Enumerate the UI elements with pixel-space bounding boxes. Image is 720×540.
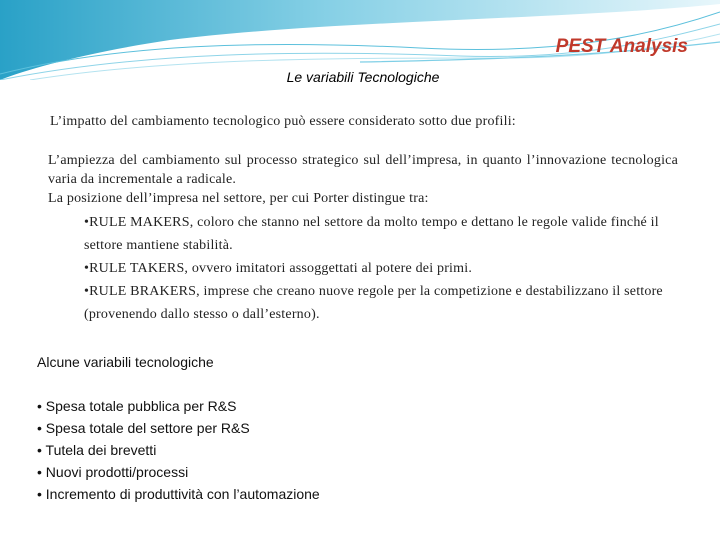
section-title: Alcune variabili tecnologiche xyxy=(37,354,214,370)
variables-list xyxy=(37,395,320,505)
bullet-item: •RULE MAKERS, coloro che stanno nel settore da molto tempo e dettano le regole valide finché il settore mantiene stabilità. xyxy=(84,215,659,253)
rule-bullets xyxy=(84,211,674,326)
paragraph-line: L’ampiezza del cambiamento sul processo strategico sul dell’impresa, in quanto l’innovazione tecnologica varia da incrementale a radicale. xyxy=(48,153,678,187)
bullet-item: •RULE BRAKERS, imprese che creano nuove regole per la competizione e destabilizzano il settore (provenendo dallo stesso o dall’esterno). xyxy=(84,284,663,322)
slide-subtitle: Le variabili Tecnologiche xyxy=(286,69,440,85)
paragraph-line: La posizione dell’impresa nel settore, per cui Porter distingue tra: xyxy=(48,191,429,206)
list-item: • Nuovi prodotti/processi xyxy=(37,464,189,480)
paragraph xyxy=(48,151,678,208)
bullet-item: •RULE TAKERS, ovvero imitatori assoggettati al potere dei primi. xyxy=(84,261,473,276)
list-item: • Spesa totale del settore per R&S xyxy=(37,420,250,436)
list-item: • Tutela dei brevetti xyxy=(37,442,157,458)
list-item: • Incremento di produttività con l’automazione xyxy=(37,486,320,502)
intro-text: L’impatto del cambiamento tecnologico può essere considerato sotto due profili: xyxy=(50,114,516,129)
slide-title: PEST Analysis xyxy=(555,36,688,57)
list-item: • Spesa totale pubblica per R&S xyxy=(37,398,237,414)
